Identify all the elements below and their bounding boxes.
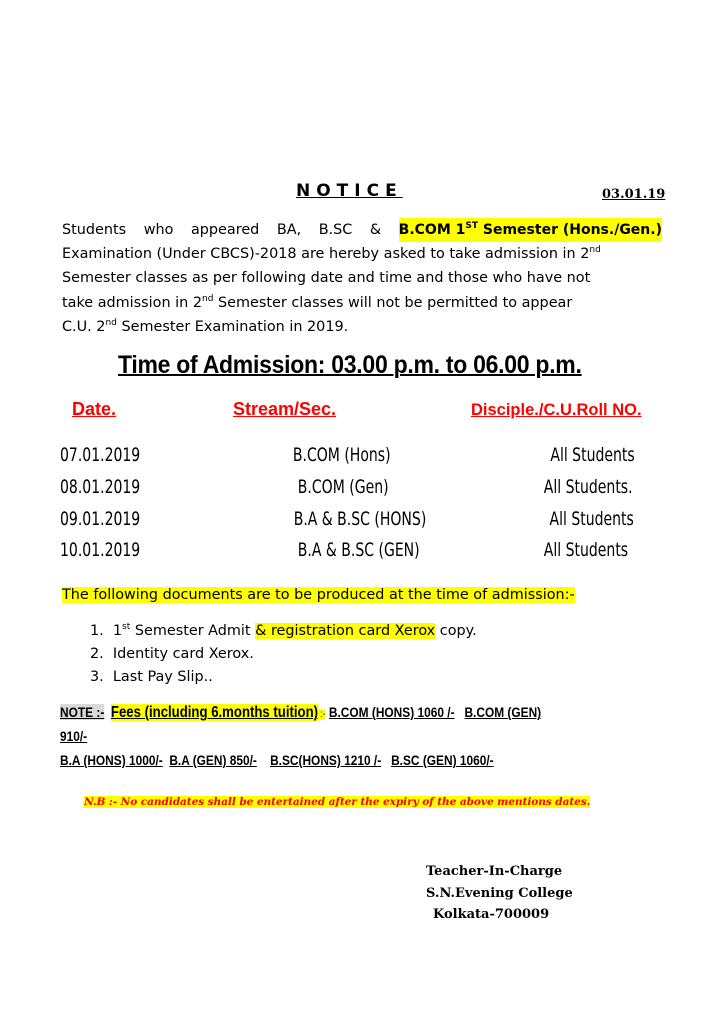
highlight-pre: B.COM 1 [398, 222, 466, 238]
document-item [90, 623, 477, 639]
column-header-disciple: Disciple./C.U.Roll NO. [471, 401, 642, 419]
signature-city: Kolkata-700009 [433, 907, 550, 922]
row-disciple: All Students [550, 444, 635, 466]
signature-title: Teacher-In-Charge [426, 864, 563, 879]
item-post: copy. [435, 623, 477, 639]
line2-text: Examination (Under CBCS)-2018 are hereby asked to take admission in 2 [62, 246, 590, 262]
item-mid: Semester Admit [130, 623, 256, 639]
fees-label: Fees (including 6.months tuition) [110, 704, 319, 721]
row-date: 09.01.2019 [60, 508, 141, 530]
word: Students [62, 222, 127, 238]
highlight-sup: ST [465, 221, 479, 231]
row-stream: B.COM (Hons) [292, 444, 391, 466]
document-item [90, 646, 254, 662]
row-stream: B.A & B.SC (HONS) [293, 508, 427, 530]
paragraph-line-4 [62, 291, 662, 315]
item-number: 2. [90, 646, 104, 662]
row-stream: B.COM (Gen) [297, 476, 389, 498]
fees-note-line-1 [60, 704, 541, 722]
item-text: Last Pay Slip.. [112, 669, 213, 685]
document-item [90, 669, 213, 685]
paragraph-line-1 [62, 218, 662, 242]
paragraph-line-3: Semester classes as per following date and time and those who have not [62, 270, 591, 286]
fee-bcom-gen-amount: 910/- [60, 728, 88, 744]
line4-sup: nd [202, 294, 214, 304]
documents-intro: The following documents are to be produced at the time of admission:- [62, 587, 575, 603]
admission-time-heading: Time of Admission: 03.00 p.m. to 06.00 p.m. [118, 351, 582, 379]
line5-post: Semester Examination in 2019. [116, 319, 349, 335]
row-disciple: All Students. [543, 476, 633, 498]
fees-note-line-3 [60, 752, 494, 768]
notice-title: NOTICE [296, 181, 403, 201]
item-highlight: & registration card Xerox [255, 623, 436, 639]
fee-ba-hons: B.A (HONS) 1000/- [60, 752, 163, 768]
column-header-stream: Stream/Sec. [233, 399, 337, 419]
row-date: 08.01.2019 [60, 476, 141, 498]
word: appeared [190, 222, 260, 238]
row-stream: B.A & B.SC (GEN) [297, 539, 420, 561]
item-number: 3. [90, 669, 104, 685]
semester-highlight [399, 218, 662, 242]
fee-bsc-gen: B.SC (GEN) 1060/- [391, 752, 494, 768]
row-date: 10.01.2019 [60, 539, 141, 561]
nb-warning: N.B :- No candidates shall be entertained after the expiry of the above mentions dates. [84, 796, 591, 808]
word: who [143, 222, 174, 238]
paragraph-line-2 [62, 242, 662, 266]
fee-ba-gen: B.A (GEN) 850/- [169, 752, 257, 768]
line5-pre: C.U. 2 [62, 319, 106, 335]
line4-post: Semester classes will not be permitted to appear [213, 295, 573, 311]
item-text: Identity card Xerox. [112, 646, 254, 662]
row-disciple: All Students [549, 508, 634, 530]
line2-sup: nd [589, 245, 601, 255]
signature-college: S.N.Evening College [426, 886, 573, 901]
paragraph-line-5 [62, 315, 662, 339]
fee-bcom-hons: B.COM (HONS) 1060 /- [328, 704, 455, 720]
item-number: 1. [90, 623, 104, 639]
item-pre: 1 [112, 623, 123, 639]
row-date: 07.01.2019 [60, 444, 141, 466]
notice-date: 03.01.19 [602, 187, 666, 202]
line4-pre: take admission in 2 [62, 295, 203, 311]
fees-note-line-2 [60, 728, 87, 744]
column-header-date: Date. [72, 399, 117, 419]
line5-sup: nd [105, 318, 117, 328]
highlight-post: Semester (Hons./Gen.) [478, 222, 662, 238]
item-sup: st [122, 622, 131, 632]
fee-bcom-gen: B.COM (GEN) [464, 704, 542, 720]
row-disciple: All Students [543, 539, 629, 561]
word: B.SC [318, 222, 353, 238]
note-separator: :- [318, 709, 326, 720]
note-label: NOTE :- [60, 704, 105, 720]
fee-bsc-hons: B.SC(HONS) 1210 /- [270, 752, 382, 768]
word: BA, [276, 222, 302, 238]
word: & [369, 222, 382, 238]
